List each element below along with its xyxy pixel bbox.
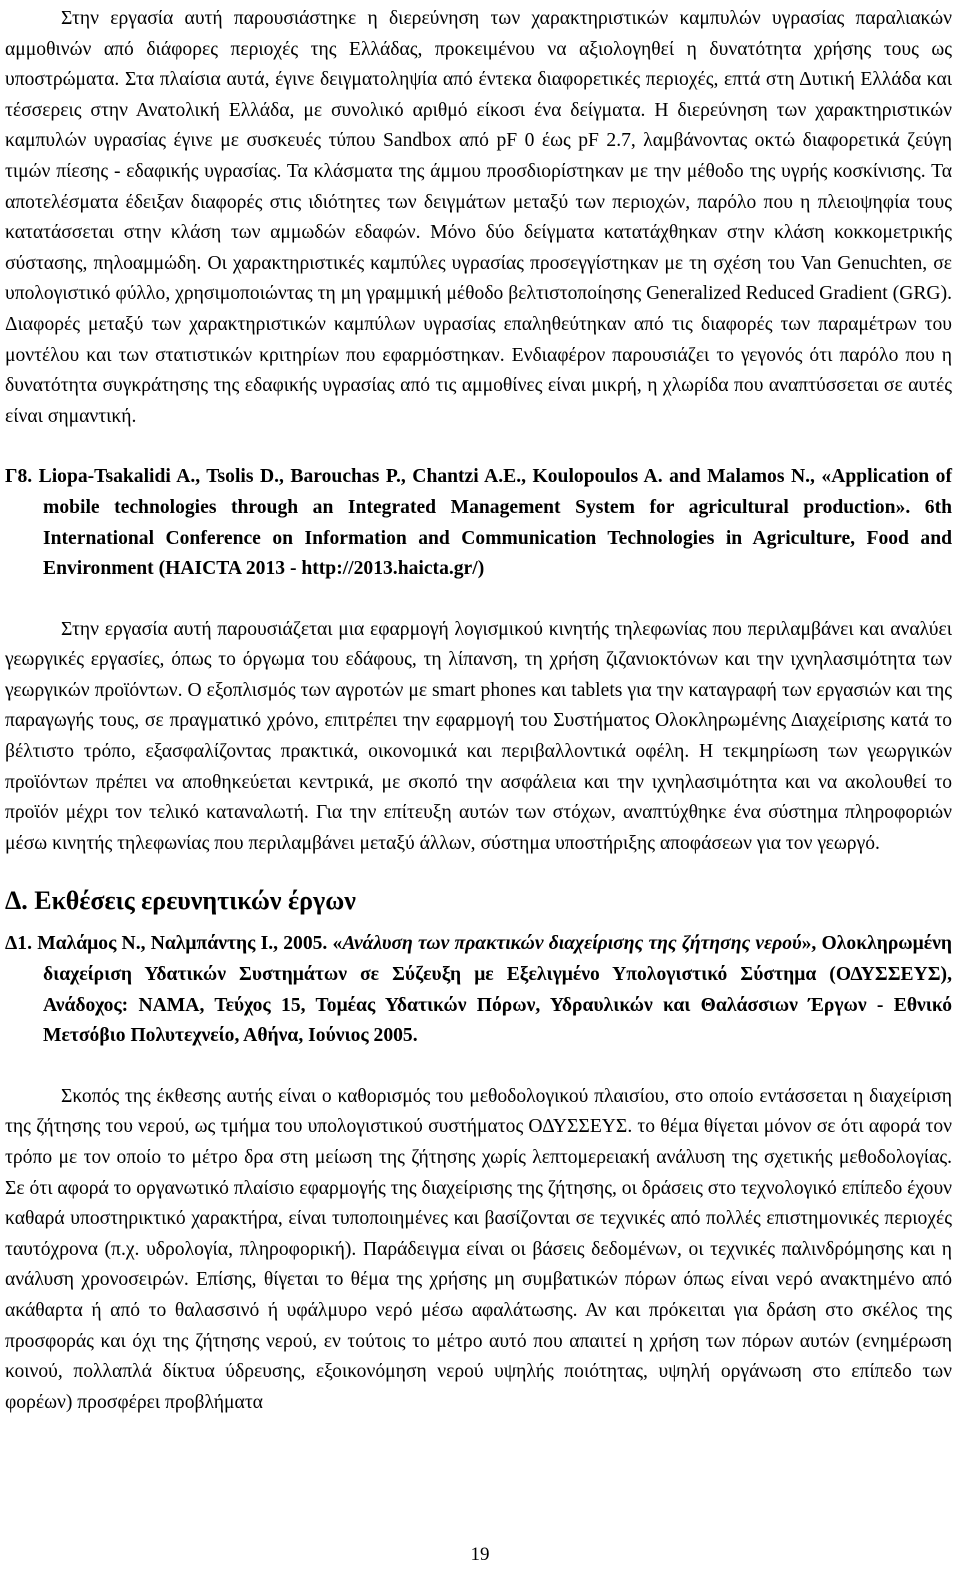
spacer bbox=[5, 1052, 952, 1082]
reference-d1-citation-suffix: », Ολοκληρωμένη διαχείριση Υδατικών Συστημάτων σε Σύζευξη με Εξελιγμένο Υπολογιστικό Σύστημα (ΟΔΥΣΣΕΥΣ), Ανάδοχος: ΝΑΜΑ, Τεύχος 15, Τομέας Υδατικών Πόρων, Υδραυλικών και Θαλάσσιων Έργων - Εθνικό Μετσόβιο Πολυτεχνείο, Αθήνα, Ιούνιος 2005. bbox=[43, 933, 952, 1047]
reference-d1-citation bbox=[5, 929, 952, 1051]
section-title: Δ. Εκθέσεις ερευνητικών έργων bbox=[5, 886, 356, 916]
intro-paragraph: Στην εργασία αυτή παρουσιάστηκε η διερεύνηση των χαρακτηριστικών καμπυλών υγρασίας παραλιακών αμμοθινών από διάφορες περιοχές της Ελλάδας, προκειμένου να αξιολογηθεί η δυνατότητα χρήσης τους ως υποστρώματα. Στα πλαίσια αυτά, έγινε δειγματοληψία από έντεκα διαφορετικές περιοχές, επτά στη Δυτική Ελλάδα και τέσσερεις στην Ανατολική Ελλάδα, με συνολικό αριθμό είκοσι ένα δείγματα. Η διερεύνηση των χαρακτηριστικών καμπυλών υγρασίας έγινε με συσκευές τύπου Sandbox από pF 0 έως pF 2.7, λαμβάνοντας οκτώ διαφορετικά ζεύγη τιμών πίεσης - εδαφικής υγρασίας. Τα κλάσματα της άμμου προσδιορίστηκαν με την μέθοδο της υγρής κοσκίνισης. Τα αποτελέσματα έδειξαν διαφορές στις ιδιότητες των δειγμάτων μεταξύ των περιοχών, παρόλο που η πλειοψηφία τους κατατάσσεται στην κλάση των αμμωδών εδαφών. Μόνο δύο δείγματα κατατάχθηκαν στην κλάση κοκκομετρικής σύστασης, πηλοαμμώδη. Οι χαρακτηριστικές καμπύλες υγρασίας προσεγγίστηκαν με τη σχέση του Van Genuchten, σε υπολογιστικό φύλλο, χρησιμοποιώντας τη μη γραμμική μέθοδο βελτιστοποίησης Generalized Reduced Gradient (GRG). Διαφορές μεταξύ των χαρακτηριστικών καμπύλων υγρασίας επαληθεύτηκαν από τις διαφορές των παραμέτρων του μοντέλου και των στατιστικών κριτηρίων που εφαρμόστηκαν. Ενδιαφέρον παρουσιάζει το γεγονός ότι παρόλο που η δυνατότητα συγκράτησης της εδαφικής υγρασίας από τις αμμοθίνες είναι μικρή, η χλωρίδα που αναπτύσσεται σε αυτές είναι σημαντική. bbox=[5, 8, 952, 427]
page-number: 19 bbox=[470, 1544, 490, 1565]
reference-d1-citation-prefix: Δ1. Μαλάμος Ν., Ναλμπάντης Ι., 2005. « bbox=[5, 933, 343, 955]
reference-g8 bbox=[5, 462, 952, 859]
reference-d1-citation-title: Ανάλυση των πρακτικών διαχείρισης της ζήτησης νερού bbox=[342, 933, 802, 955]
spacer bbox=[5, 585, 952, 615]
reference-g8-citation: Γ8. Liopa-Tsakalidi A., Tsolis D., Barouchas P., Chantzi A.E., Koulopoulos A. and Malamos N., «Application of mobile technologies through an Integrated Management System for agricultural production». 6th International Conference on Information and Communication Technologies in Agriculture, Food and Environment (HAICTA 2013 - http://2013.haicta.gr/) bbox=[5, 466, 952, 580]
reference-d1 bbox=[5, 929, 952, 1418]
reference-g8-abstract: Στην εργασία αυτή παρουσιάζεται μια εφαρμογή λογισμικού κινητής τηλεφωνίας που περιλαμβάνει και αναλύει γεωργικές εργασίες, όπως το όργωμα του εδάφους, τη λίπανση, τη χρήση ζιζανιοκτόνων και την ιχνηλασιμότητα των γεωργικών προϊόντων. Ο εξοπλισμός των αγροτών με smart phones και tablets για την καταγραφή των εργασιών και της παραγωγής τους, σε πραγματικό χρόνο, επιτρέπει την εφαρμογή του Συστήματος Ολοκληρωμένης Διαχείρισης κατά το βέλτιστο τρόπο, εξασφαλίζοντας πρακτικά, οικονομικά και περιβαλλοντικά οφέλη. Η τεκμηρίωση των γεωργικών προϊόντων πρέπει να αποθηκεύεται κεντρικά, με σκοπό την ασφάλεια και την ιχνηλασιμότητα και να ακολουθεί το προϊόν μέχρι τον τελικό καταναλωτή. Για την επίτευξη αυτών των στόχων, αναπτύχθηκε ένα σύστημα πληροφοριών μέσω κινητής τηλεφωνίας που περιλαμβάνει μεταξύ άλλων, σύστημα υποστήριξης αποφάσεων για τον γεωργό. bbox=[5, 618, 952, 854]
reference-d1-abstract: Σκοπός της έκθεσης αυτής είναι ο καθορισμός του μεθοδολογικού πλαισίου, στο οποίο εντάσσεται η διαχείριση της ζήτησης του νερού, ως τμήμα του υπολογιστικού συστήματος ΟΔΥΣΣΕΥΣ. το θέμα θίγεται μόνον σε ότι αφορά τον τρόπο με τον οποίο το μέτρο δρα στη μείωση της ζήτησης χωρίς λεπτομερειακή ανάλυση της σχετικής μεθοδολογίας. Σε ότι αφορά το οργανωτικό πλαίσιο εφαρμογής της διαχείρισης της ζήτησης, οι δράσεις στο τεχνολογικό επίπεδο έχουν καθαρά υποστηρικτικό χαρακτήρα, είναι τυποποιημένες και βασίζονται σε τεχνικές από πολλές επιστημονικές περιοχές ταυτόχρονα (π.χ. υδρολογία, πληροφορική). Παράδειγμα είναι οι βάσεις δεδομένων, οι τεχνικές παλινδρόμησης και η ανάλυση χρονοσειρών. Επίσης, θίγεται το θέμα της χρήσης μη συμβατικών πόρων όπως είναι νερό ανακτημένο από ακάθαρτα ή από το θαλασσινό ή υφάλμυρο νερό μέσω αφαλάτωσης. Αν και πρόκειται για δράση στο σκέλος της προσφοράς και όχι της ζήτησης νερού, εν τούτοις το μέτρο αυτό που απαιτεί η χρήση των πόρων αυτών (ενημέρωση κοινού, πολλαπλά δίκτυα ύδρευσης, εξοικονόμηση νερού υψηλής ποιότητας, υψηλή οργάνωση στο επίπεδο των φορέων) προσφέρει προβλήματα bbox=[5, 1085, 953, 1413]
